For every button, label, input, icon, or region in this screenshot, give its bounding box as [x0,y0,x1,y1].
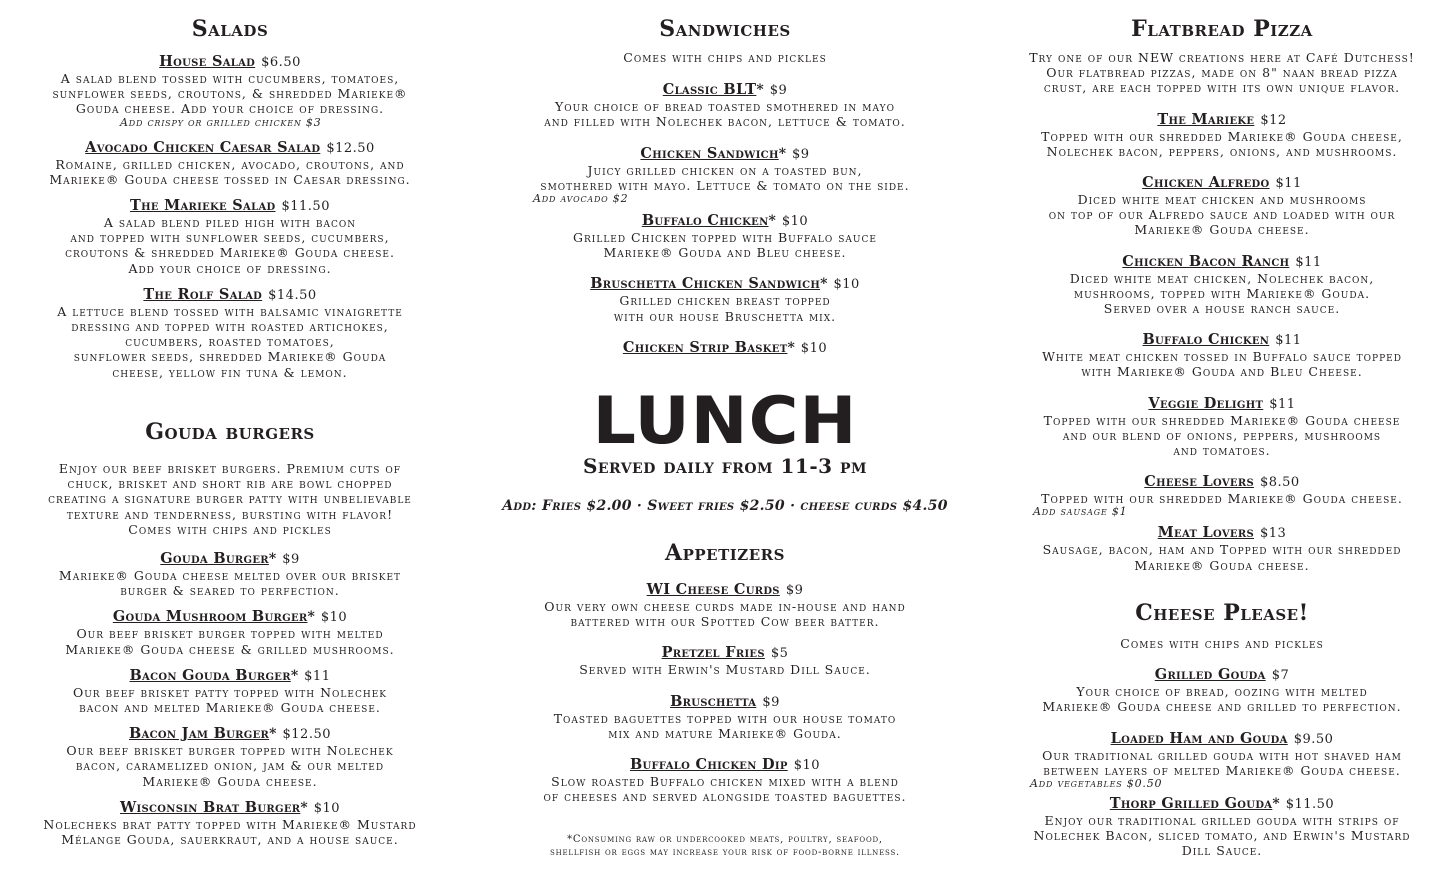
item-star: * [269,726,277,743]
item-name: Avocado Chicken Caesar Salad [85,138,321,156]
item-price: $10 [320,610,348,626]
item-description: Topped with our shredded Marieke® Gouda cheese, Nolechek bacon, peppers, onions, and mushrooms. [1041,128,1403,159]
item-price: $14.50 [268,287,317,303]
item-name: Thorp Grilled Gouda [1109,795,1273,813]
item-name: Bacon Gouda Burger [129,666,291,684]
menu-item [10,196,450,276]
item-price: $11 [1275,333,1302,349]
item-description: Grilled chicken breast topped with our house Bruschetta mix. [613,293,837,324]
menu-item [495,338,955,357]
sandwiches-section [495,16,955,357]
item-name: Classic BLT [662,81,757,99]
item-description: Toasted baguettes topped with our house tomato mix and mature Marieke® Gouda. [553,710,897,741]
item-price: $11 [1269,396,1296,412]
section-intro: Try one of our NEW creations here at Café Dutchess! Our flatbread pizzas, made on 8" naan bread pizza crust, are each topped with its own unique flavor. [1029,50,1415,96]
section-heading-cheese: Cheese Please! [1135,600,1309,626]
item-description: Served with Erwin's Mustard Dill Sauce. [579,662,871,678]
disclaimer-block [495,834,955,859]
item-star: * [1272,796,1280,813]
item-description: Our traditional grilled gouda with hot shaved ham between layers of melted Marieke® Gouda cheese. [1042,747,1402,778]
item-description: Our beef brisket burger topped with Nolechek bacon, caramelized onion, jam & our melted Marieke® Gouda cheese. [66,743,394,789]
item-name: Buffalo Chicken [1142,331,1270,349]
item-description: White meat chicken tossed in Buffalo sauce topped with Marieke® Gouda and Bleu Cheese. [1042,349,1402,380]
item-star: * [290,667,299,684]
item-note: Add avocado $2 [533,192,629,206]
item-note: Add vegetables $0.50 [1030,777,1163,791]
item-price: $11 [1275,176,1302,192]
item-name: Gouda Mushroom Burger [112,608,308,626]
menu-item [10,666,450,715]
menu-item [10,607,450,656]
item-star: * [756,82,764,99]
item-name: Bruschetta [670,692,757,710]
menu-item [10,724,450,789]
menu-item [1000,665,1444,714]
menu-item [495,274,955,323]
item-note: Add sausage $1 [1033,505,1128,519]
item-price: $13 [1260,526,1287,542]
item-name: Wisconsin Brat Burger [119,798,301,816]
menu-item [10,549,450,598]
item-description: Diced white meat chicken, Nolechek bacon, mushrooms, topped with Marieke® Gouda. Served over a house ranch sauce. [1069,270,1375,317]
menu-item [10,52,450,129]
item-description: Our beef brisket patty topped with Nolechek bacon and melted Marieke® Gouda cheese. [72,684,388,716]
section-intro: Enjoy our beef brisket burgers. Premium cuts of chuck, brisket and short rib are bowl chopped creating a signature burger patty with unbelievable texture and tenderness, bursting with flavor! Comes with chips and pickles [48,461,412,537]
item-description: Diced white meat chicken and mushrooms on top of our Alfredo sauce and loaded with our Marieke® Gouda cheese. [1048,192,1396,238]
menu-item [495,580,955,629]
section-intro: Comes with chips and pickles [623,50,827,65]
item-name: WI Cheese Curds [646,581,780,598]
item-description: Slow roasted Buffalo chicken mixed with a blend of cheeses and served alongside toasted baguettes. [543,774,907,805]
item-name: Chicken Alfredo [1142,174,1270,192]
item-name: Meat Lovers [1157,524,1254,542]
menu-item [10,285,450,380]
menu-item [1000,110,1444,159]
item-price: $9 [769,83,788,99]
item-name: Cheese Lovers [1144,473,1254,491]
section-heading-flatbread: Flatbread Pizza [1131,16,1313,42]
menu-item [495,692,955,741]
section-intro: Comes with chips and pickles [1120,636,1324,651]
item-description: Your choice of bread toasted smothered in mayo and filled with Nolechek bacon, lettuce & tomato. [544,99,906,130]
flatbread-section [1000,16,1444,573]
item-price: $9 [785,583,804,598]
item-description: Our beef brisket burger topped with melted Marieke® Gouda cheese & grilled mushrooms. [65,626,395,657]
served-hours: Served daily from 11-3 pm [582,454,868,478]
item-description: Marieke® Gouda cheese melted over our brisket burger & seared to perfection. [58,568,402,599]
item-description: A salad blend piled high with bacon and topped with sunflower seeds, cucumbers, croutons & shredded Marieke® Gouda cheese. Add your choice of dressing. [65,215,395,276]
item-description: Topped with our shredded Marieke® Gouda cheese. [1041,491,1403,507]
item-name: The Marieke [1157,110,1255,128]
salads-section [10,16,450,380]
menu-item [495,80,955,129]
item-name: The Rolf Salad [143,285,263,303]
item-price: $11 [1295,254,1322,270]
section-heading-sandwiches: Sandwiches [659,16,791,42]
appetizers-section [495,540,955,804]
lunch-title: LUNCH [592,384,858,460]
menu-item [1000,330,1444,379]
item-name: Loaded Ham and Gouda [1110,729,1288,747]
addons-line: Add: Fries $2.00 · Sweet fries $2.50 · cheese curds $4.50 [502,498,948,514]
item-price: $12 [1260,112,1287,128]
item-name: Chicken Strip Basket [622,338,788,356]
item-price: $11.50 [1285,797,1335,813]
item-price: $12.50 [326,140,375,156]
item-price: $9 [792,146,810,162]
item-name: Chicken Sandwich [640,144,779,162]
menu-item [1000,472,1444,518]
item-name: Pretzel Fries [661,644,765,662]
item-name: Chicken Bacon Ranch [1122,252,1290,270]
item-note: Add crispy or grilled chicken $3 [120,115,322,129]
item-name: Bacon Jam Burger [129,725,270,743]
menu-item [495,755,955,804]
burgers-section [10,419,450,847]
item-price: $9.50 [1293,731,1334,747]
item-price: $9 [762,694,780,710]
item-description: Your choice of bread, oozing with melted Marieke® Gouda cheese and grilled to perfection. [1042,684,1402,715]
item-description: Romaine, grilled chicken, avocado, croutons, and Marieke® Gouda cheese tossed in Caesar dressing. [49,156,411,187]
item-price: $10 [781,214,809,230]
item-price: $11 [304,668,331,684]
item-name: Buffalo Chicken Dip [629,756,788,774]
menu-item [1000,523,1444,572]
item-star: * [307,609,315,626]
menu-item [495,643,955,677]
menu-item [1000,794,1444,859]
item-description: Nolecheks brat patty topped with Marieke® Mustard Mélange Gouda, sauerkraut, and a house sauce. [43,816,417,848]
item-price: $8.50 [1259,475,1300,491]
item-name: Veggie Delight [1148,394,1264,412]
item-name: The Marieke Salad [130,197,276,215]
item-star: * [778,145,787,162]
item-price: $9 [282,552,300,568]
item-description: Our very own cheese curds made in-house and hand battered with our Spotted Cow beer batter. [544,599,906,630]
item-star: * [300,799,308,816]
item-price: $10 [800,340,828,356]
item-star: * [787,339,795,356]
menu-item [1000,729,1444,790]
item-description: Juicy grilled chicken on a toasted bun, smothered with mayo. Lettuce & tomato on the side. [540,162,910,193]
item-star: * [820,276,828,293]
item-name: Grilled Gouda [1154,666,1266,684]
item-description: Topped with our shredded Marieke® Gouda cheese and our blend of onions, peppers, mushrooms and tomatoes. [1043,412,1401,459]
item-price: $6.50 [261,55,301,70]
menu-item [1000,394,1444,459]
item-price: $10 [313,800,341,816]
item-name: Buffalo Chicken [641,212,769,230]
menu-item [10,798,450,847]
lunch-banner [495,384,955,514]
item-star: * [268,551,277,568]
item-description: A lettuce blend tossed with balsamic vinaigrette dressing and topped with roasted artichokes, cucumbers, roasted tomatoes, sunflower seeds, shredded Marieke® Gouda cheese, yellow fin tuna & lemon. [57,303,403,380]
item-price: $11.50 [281,199,330,215]
disclaimer: *Consuming raw or undercooked meats, poultry, seafood, shellfish or eggs may increase your risk of food-borne illness. [549,834,901,858]
menu-item [495,144,955,205]
menu-item [1000,252,1444,317]
item-star: * [768,213,776,230]
item-name: Bruschetta Chicken Sandwich [590,275,821,293]
section-heading-burgers: Gouda burgers [145,419,315,445]
item-description: Grilled Chicken topped with Buffalo sauce Marieke® Gouda and Bleu cheese. [573,230,877,261]
item-price: $5 [770,646,789,662]
item-name: House Salad [159,53,256,70]
menu-item [1000,173,1444,238]
item-description: Enjoy our traditional grilled gouda with strips of Nolechek Bacon, sliced tomato, and Erwin's Mustard Dill Sauce. [1033,813,1411,859]
item-description: A salad blend tossed with cucumbers, tomatoes, sunflower seeds, croutons, & shredded Marieke® Gouda cheese. Add your choice of dressing. [52,71,408,117]
item-price: $10 [793,758,821,774]
item-price: $10 [833,277,860,293]
item-name: Gouda Burger [160,550,269,568]
item-price: $7 [1271,668,1290,684]
section-heading-appetizers: Appetizers [665,540,785,566]
menu-item [495,211,955,260]
item-price: $12.50 [282,727,331,743]
menu-item [10,138,450,187]
cheese-section [1000,600,1444,859]
section-heading-salads: Salads [191,16,269,42]
item-description: Sausage, bacon, ham and Topped with our shredded Marieke® Gouda cheese. [1042,542,1402,573]
